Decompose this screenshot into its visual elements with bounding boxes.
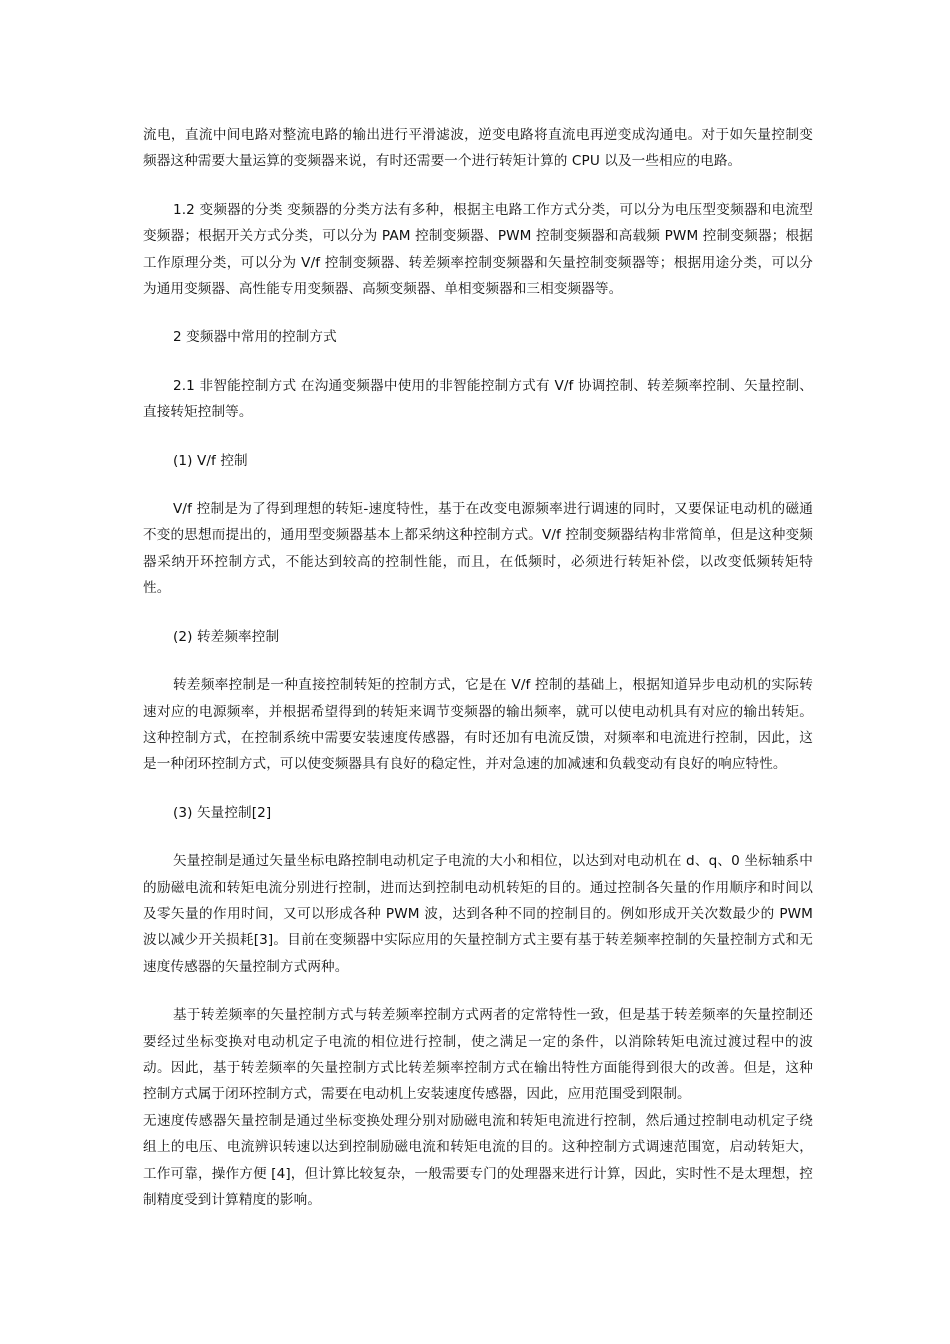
paragraph-non-intelligent-control: 2.1 非智能控制方式 在沟通变频器中使用的非智能控制方式有 V/f 协调控制、转差频率控制、矢量控制、直接转矩控制等。 [143, 377, 813, 421]
document-body [143, 122, 813, 1235]
paragraph-intro-continuation: 流电，直流中间电路对整流电路的输出进行平滑滤波，逆变电路将直流电再逆变成沟通电。对于如矢量控制变频器这种需要大量运算的变频器来说，有时还需要一个进行转矩计算的 CPU 以及一些相应的电路。 [143, 127, 813, 170]
subheading-vector-control: (3) 矢量控制[2] [173, 804, 272, 821]
paragraph-sensorless-vector-control: 无速度传感器矢量控制是通过坐标变换处理分别对励磁电流和转矩电流进行控制，然后通过控制电动机定子绕组上的电压、电流辨识转速以达到控制励磁电流和转矩电流的目的。这种控制方式调速范围宽，启动转矩大，工作可靠，操作方便 [4]，但计算比较复杂，一般需要专门的处理器来进行计算，因此，实时性不是太理想，控制精度受到计算精度的影响。 [143, 1112, 813, 1208]
subheading-slip-frequency-control: (2) 转差频率控制 [173, 628, 280, 645]
paragraph-slip-vector-control: 基于转差频率的矢量控制方式与转差频率控制方式两者的定常特性一致，但是基于转差频率的矢量控制还要经过坐标变换对电动机定子电流的相位进行控制，使之满足一定的条件，以消除转矩电流过渡过程中的波动。因此，基于转差频率的矢量控制方式比转差频率控制方式在输出特性方面能得到很大的改善。但是，这种控制方式属于闭环控制方式，需要在电动机上安装速度传感器，因此，应用范围受到限制。 [143, 1007, 813, 1103]
section-heading-control-methods: 2 变频器中常用的控制方式 [173, 329, 337, 346]
paragraph-slip-frequency-control: 转差频率控制是一种直接控制转矩的控制方式，它是在 V/f 控制的基础上，根据知道异步电动机的实际转速对应的电源频率，并根据希望得到的转矩来调节变频器的输出频率，就可以使电动机具有对应的输出转矩。这种控制方式，在控制系统中需要安装速度传感器，有时还加有电流反馈，对频率和电流进行控制，因此，这是一种闭环控制方式，可以使变频器具有良好的稳定性，并对急速的加减速和负载变动有良好的响应特性。 [143, 677, 813, 773]
paragraph-vf-control: V/f 控制是为了得到理想的转矩-速度特性，基于在改变电源频率进行调速的同时，又要保证电动机的磁通不变的思想而提出的，通用型变频器基本上都采纳这种控制方式。V/f 控制变频器结构非常简单，但是这种变频器采纳开环控制方式，不能达到较高的控制性能，而且，在低频时，必须进行转矩补偿，以改变低频转矩特性。 [143, 501, 813, 597]
paragraph-vector-control: 矢量控制是通过矢量坐标电路控制电动机定子电流的大小和相位，以达到对电动机在 d、q、0 坐标轴系中的励磁电流和转矩电流分别进行控制，进而达到控制电动机转矩的目的。通过控制各矢量的作用顺序和时间以及零矢量的作用时间，又可以形成各种 PWM 波，达到各种不同的控制目的。例如形成开关次数最少的 PWM 波以减少开关损耗[3]。目前在变频器中实际应用的矢量控制方式主要有基于转差频率控制的矢量控制方式和无速度传感器的矢量控制方式两种。 [143, 853, 813, 975]
paragraph-classification: 1.2 变频器的分类 变频器的分类方法有多种，根据主电路工作方式分类，可以分为电压型变频器和电流型变频器；根据开关方式分类，可以分为 PAM 控制变频器、PWM 控制变频器和高载频 PWM 控制变频器；根据工作原理分类，可以分为 V/f 控制变频器、转差频率控制变频器和矢量控制变频器等；根据用途分类，可以分为通用变频器、高性能专用变频器、高频变频器、单相变频器和三相变频器等。 [143, 201, 813, 298]
subheading-vf-control: (1) V/f 控制 [173, 452, 248, 469]
